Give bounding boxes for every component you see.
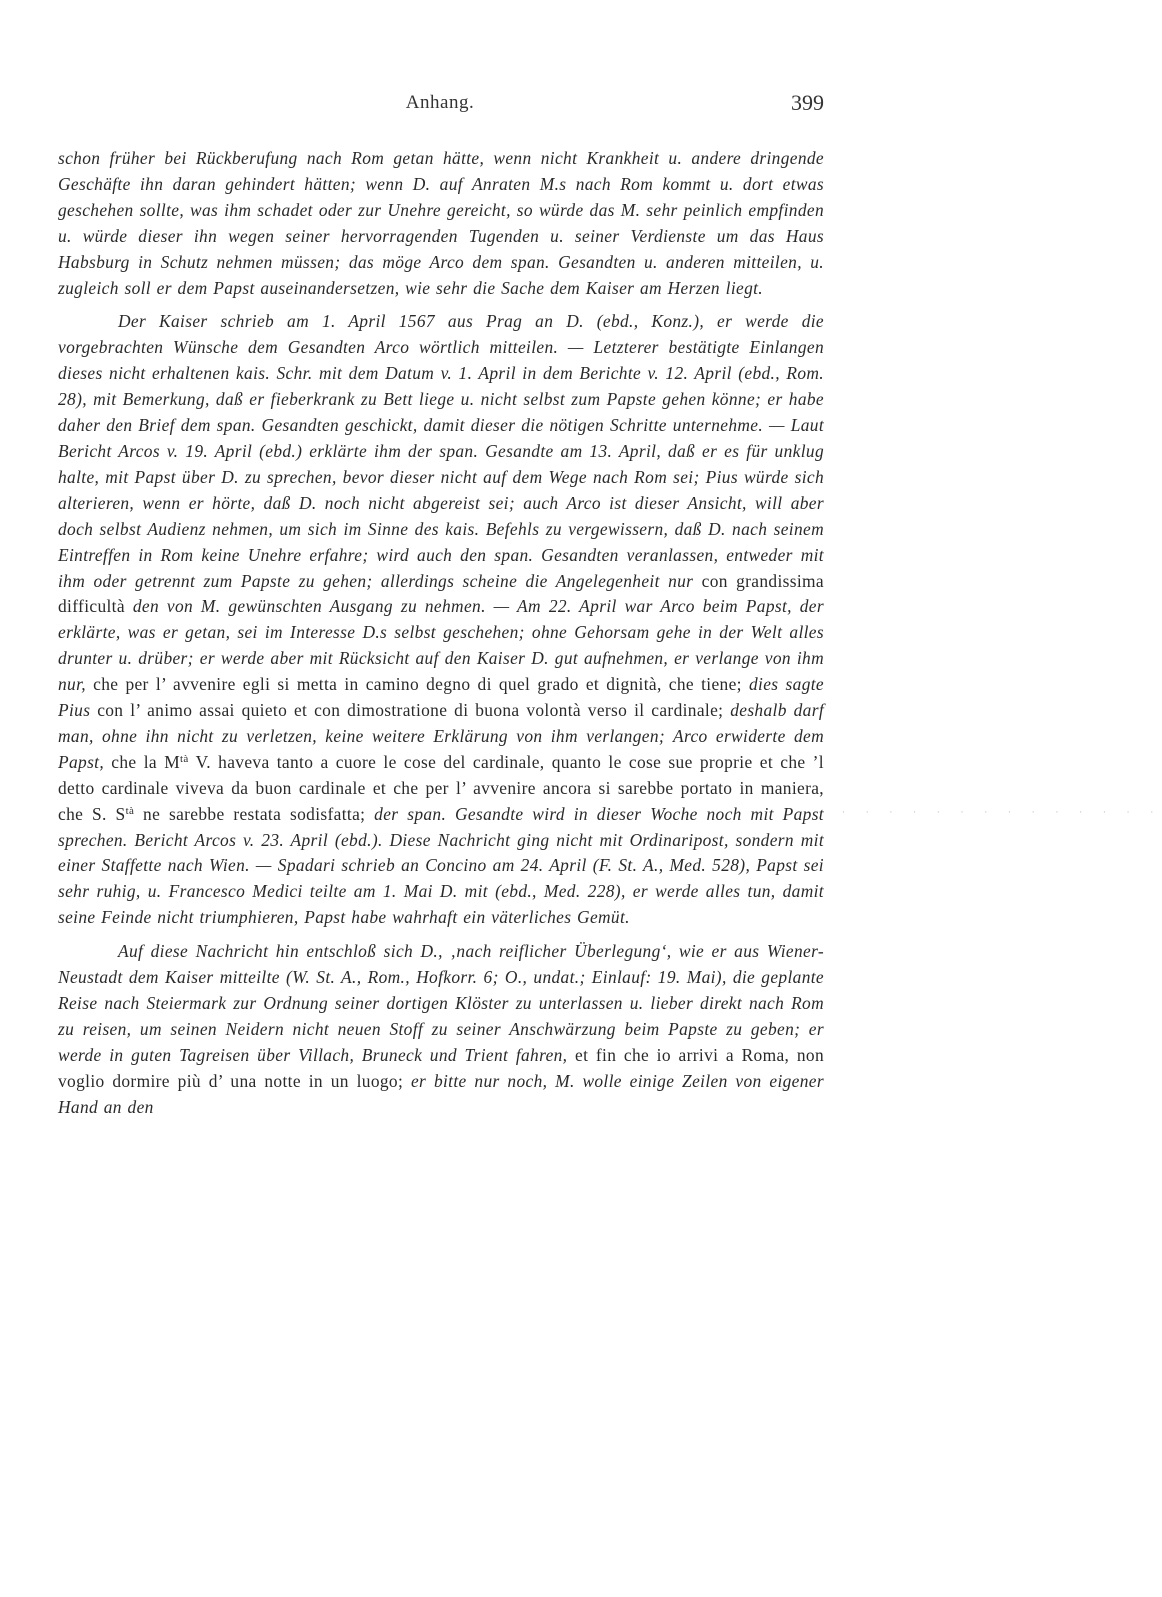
page-number: 399 bbox=[791, 90, 824, 115]
superscript: tà bbox=[180, 752, 189, 765]
text-run: den von M. gewünschten Ausgang zu nehmen. — Am 22. April war Arco beim Papst, der erklärte, was er getan, sei im Interesse D.s selbst geschehen; ohne Gehorsam gehe in der Welt alles drunter u. drüber; er werde aber mit Rücksicht auf den Kaiser D. gut aufnehmen, er verlange von ihm nur, bbox=[58, 596, 824, 695]
text-run: Auf diese Nachricht hin entschloß sich D., ‚nach reiflicher Überlegung‘, wie er aus Wiener-Neustadt dem Kaiser mitteilte (W. St. A., Rom., Hofkorr. 6; O., undat.; Einlauf: 19. Mai), die geplante Reise nach Steiermark zur Ordnung seiner dortigen Klöster zu unterlassen u. lieber direkt nach Rom zu reisen, um seinen Neidern nicht neuen Stoff zu seiner Anschwärzung beim Papste zu geben; er werde in guten Tagreisen über Villach, Bruneck und Trient fahren, bbox=[58, 941, 824, 1065]
text-run: er bitte nur noch, M. wolle einige Zeilen von eigener Hand an den bbox=[58, 1070, 824, 1117]
text-run: ne sarebbe restata sodisfatta; bbox=[134, 803, 375, 824]
running-head: Anhang. bbox=[405, 92, 475, 113]
text-run: der span. Gesandte wird in dieser Woche noch mit Papst sprechen. Bericht Arcos v. 23. April (ebd.). Diese Nachricht ging nicht mit Ordinaripost, sondern mit einer Staffette nach Wien. — Spadari schrieb an Concino am 24. April (F. St. A., Med. 528), Papst sei sehr ruhig, u. Francesco Medici teilte am 1. Mai D. mit (ebd., Med. 228), er werde alles tun, damit seine Feinde nicht triumphieren, Papst habe wahrhaft ein väterliches Gemüt. bbox=[58, 803, 824, 928]
margin-dots: · · · · · · · · · · · · · · bbox=[842, 808, 1162, 818]
paragraph-1 bbox=[58, 146, 824, 301]
text-run: Der Kaiser schrieb am 1. April 1567 aus Prag an D. (ebd., Konz.), er werde die vorgebrachten Wünsche dem Gesandten Arco wörtlich mitteilen. — Letzterer bestätigte Einlangen dieses nicht erhaltenen kais. Schr. mit dem Datum v. 1. April in dem Berichte v. 12. April (ebd., Rom. 28), mit Bemerkung, daß er fieberkrank zu Bett liege u. nicht selbst zum Papste gehen könne; er habe daher den Brief dem span. Gesandten geschickt, damit dieser die nötigen Schritte unternehme. — Laut Bericht Arcos v. 19. April (ebd.) erklärte ihm der span. Gesandte am 13. April, daß er es für unklug halte, mit Papst über D. zu sprechen, bevor dieser nicht auf dem Wege nach Rom sei; Pius würde sich alterieren, wenn er hörte, daß D. noch nicht abgereist sei; auch Arco ist dieser Ansicht, will aber doch selbst Audienz nehmen, um sich im Sinne des kais. Befehls zu vergewissern, daß D. nach seinem Eintreffen in Rom keine Unehre erfahre; wird auch den span. Gesandten veranlassen, entweder mit ihm oder getrennt zum Papste zu gehen; allerdings scheine die Angelegenheit nur bbox=[58, 311, 824, 591]
text-run: con l’ animo assai quieto et con dimostratione di buona volontà verso il cardinale; bbox=[97, 700, 731, 721]
text-run: V. haveva tanto a cuore le cose del cardinale, quanto le cose sue proprie et che ’l detto cardinale viveva da buon cardinale et che per l’ avvenire ancora si sarebbe portato in maniera, che S. S bbox=[58, 751, 824, 824]
text-run: con grandissima difficultà bbox=[58, 570, 824, 617]
text-run: dies sagte Pius bbox=[58, 674, 824, 721]
paragraph-3 bbox=[58, 939, 824, 1120]
page-header bbox=[56, 92, 824, 122]
paragraph-2 bbox=[58, 309, 824, 931]
text-run: schon früher bei Rückberufung nach Rom getan hätte, wenn nicht Krankheit u. andere dringende Geschäfte ihn daran gehindert hätten; wenn D. auf Anraten M.s nach Rom kommt u. dort etwas geschehen sollte, was ihm schadet oder zur Unehre gereicht, so würde das M. sehr peinlich empfinden u. würde dieser ihn wegen seiner hervorragenden Tugenden u. seiner Verdienste um das Haus Habsburg in Schutz nehmen müssen; das möge Arco dem span. Gesandten u. anderen mitteilen, u. zugleich soll er dem Papst auseinandersetzen, wie sehr die Sache dem Kaiser am Herzen liegt. bbox=[58, 148, 824, 298]
text-run: che la M bbox=[111, 751, 181, 772]
text-run: deshalb darf man, ohne ihn nicht zu verletzen, keine weitere Erklärung von ihm verlangen; Arco erwiderte dem Papst, bbox=[58, 700, 824, 772]
body-text bbox=[58, 146, 824, 1129]
text-run: et fin che io arrivi a Roma, non voglio dormire più d’ una notte in un luogo; bbox=[58, 1044, 825, 1091]
text-run: che per l’ avvenire egli si metta in camino degno di quel grado et dignità, che tiene; bbox=[93, 674, 749, 695]
superscript: tà bbox=[125, 804, 135, 817]
